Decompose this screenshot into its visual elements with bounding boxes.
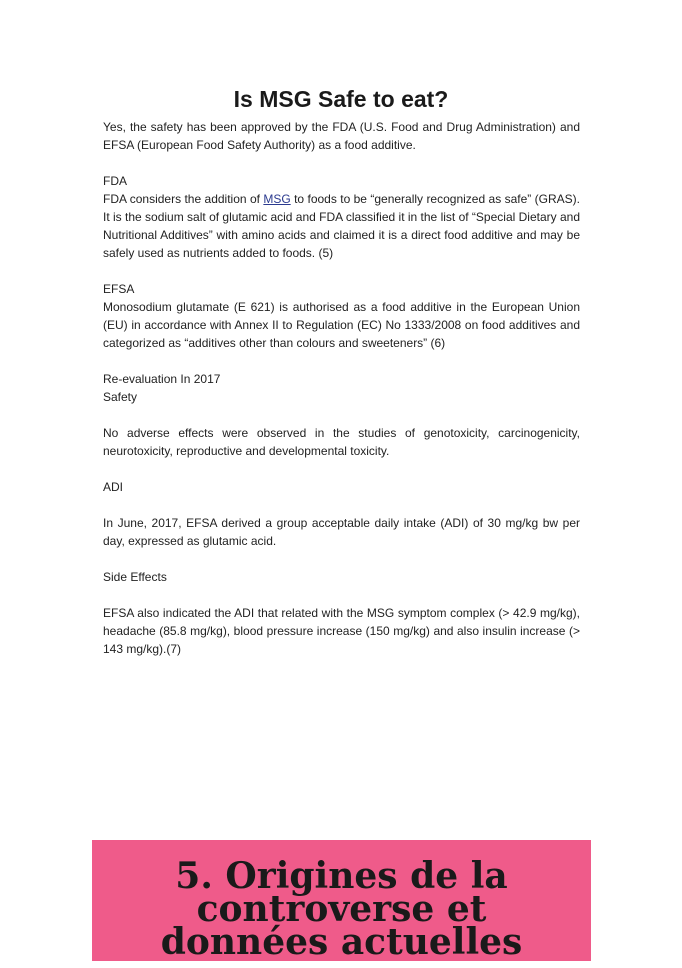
fda-text-before: FDA considers the addition of <box>103 192 264 206</box>
banner-line-3: données actuelles <box>160 921 523 961</box>
side-effects-paragraph: EFSA also indicated the ADI that related with the MSG symptom complex (> 42.9 mg/kg), headache (85.8 mg/kg), blood pressure increase (150 mg/kg) and also insulin increase (> 143 mg/kg).(7) <box>103 606 580 656</box>
side-effects-heading: Side Effects <box>103 570 167 584</box>
banner-heading <box>92 840 591 959</box>
safety-paragraph: No adverse effects were observed in the studies of genotoxicity, carcinogenicity, neurotoxicity, reproductive and developmental toxicity. <box>103 426 580 458</box>
adi-heading: ADI <box>103 480 124 494</box>
fda-heading: FDA <box>103 174 127 188</box>
efsa-heading: EFSA <box>103 282 135 296</box>
reevaluation-heading: Re-evaluation In 2017 <box>103 372 221 386</box>
efsa-paragraph: Monosodium glutamate (E 621) is authorised as a food additive in the European Union (EU) in accordance with Annex II to Regulation (EC) No 1333/2008 on food additives and categorized as “additives other than colours and sweeteners” (6) <box>103 300 580 350</box>
fda-paragraph <box>103 190 580 262</box>
safety-subheading: Safety <box>103 390 138 404</box>
fda-text-after: to foods to be “generally recognized as safe” (GRAS). It is the sodium salt of glutamic acid and FDA classified it in the list of “Special Dietary and Nutritional Additives” with amino acids and claimed it is a direct food additive and may be safely used as nutrients added to foods. (5) <box>103 192 580 260</box>
msg-link[interactable]: MSG <box>263 192 291 206</box>
page-title: Is MSG Safe to eat? <box>233 86 449 112</box>
section-banner <box>92 840 591 961</box>
adi-paragraph: In June, 2017, EFSA derived a group acceptable daily intake (ADI) of 30 mg/kg bw per day, expressed as glutamic acid. <box>103 516 580 548</box>
banner-line-1: 5. Origines de la <box>175 855 508 897</box>
article-body <box>103 118 580 658</box>
intro-paragraph: Yes, the safety has been approved by the FDA (U.S. Food and Drug Administration) and EFSA (European Food Safety Authority) as a food additive. <box>103 120 580 152</box>
banner-line-2: controverse et <box>196 888 487 930</box>
